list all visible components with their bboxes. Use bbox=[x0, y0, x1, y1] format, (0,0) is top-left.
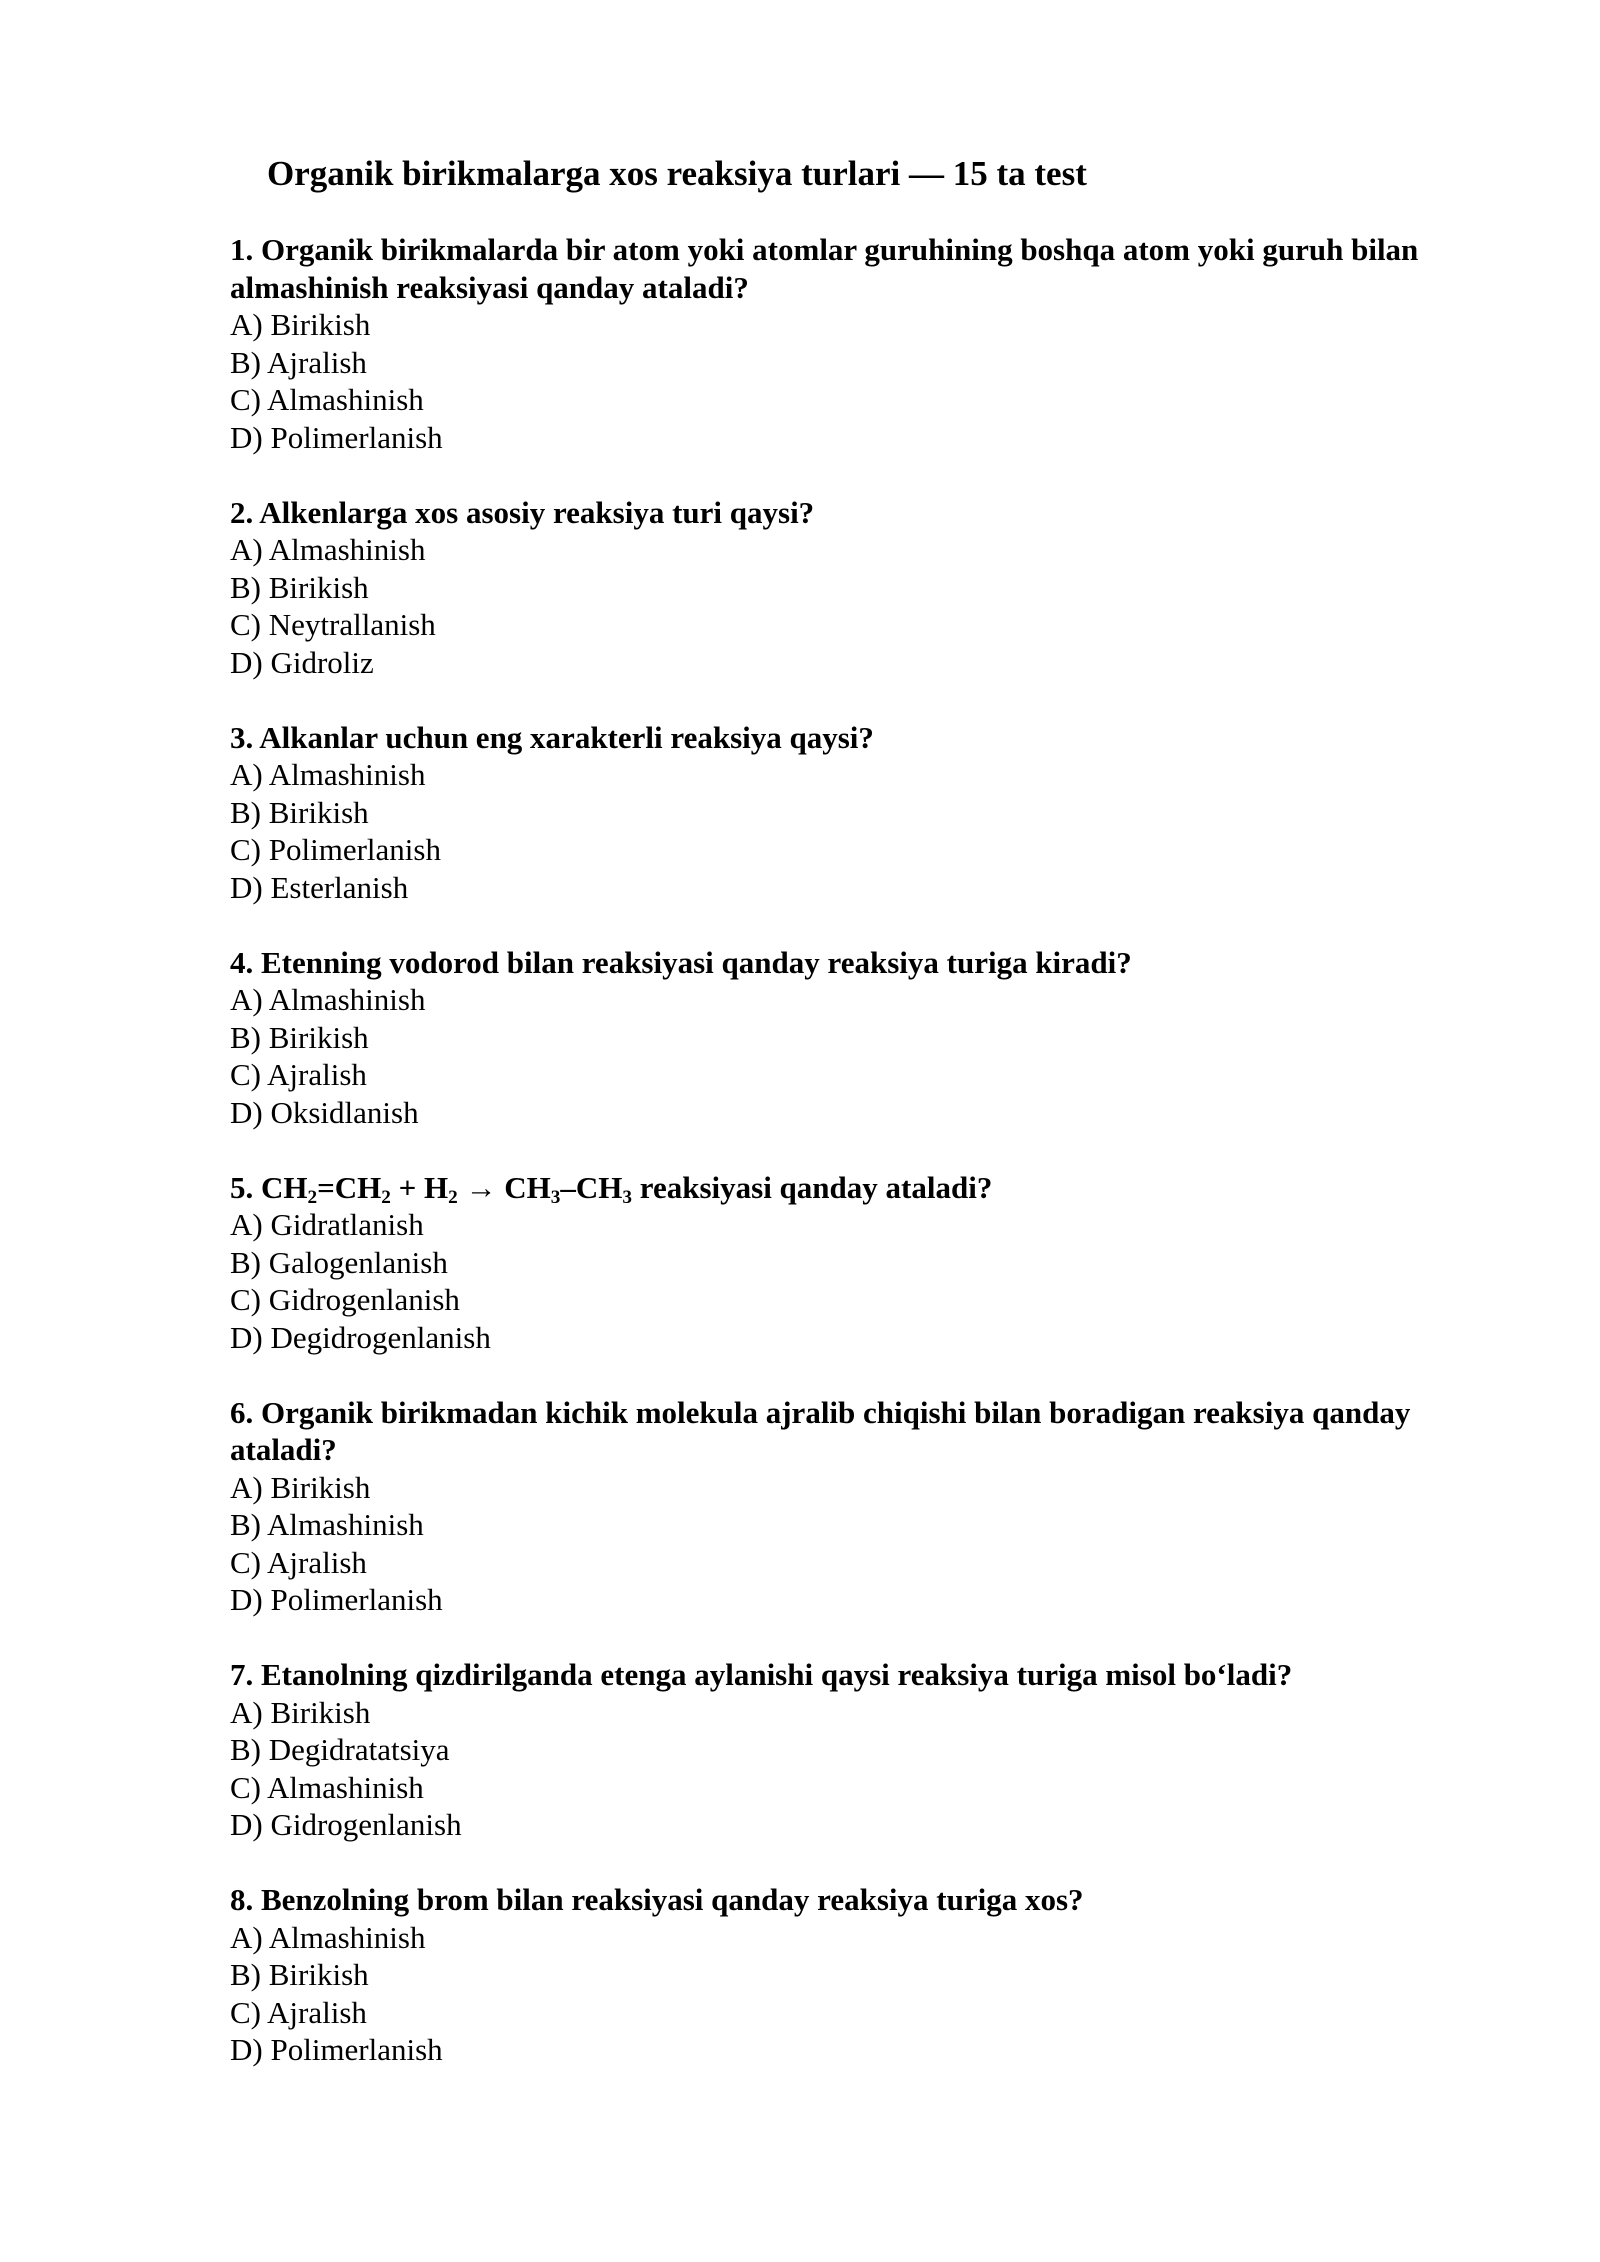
option-b: B) Birikish bbox=[230, 1957, 369, 1992]
question-list bbox=[230, 231, 1480, 2106]
question-rest: reaksiyasi qanday ataladi? bbox=[639, 1169, 993, 1205]
formula-plus-h: + H bbox=[398, 1169, 449, 1205]
subscript: 2 bbox=[381, 1186, 391, 1208]
answer-options bbox=[230, 1469, 1480, 1619]
subscript: 2 bbox=[448, 1186, 458, 1208]
option-a: A) Almashinish bbox=[230, 982, 426, 1017]
option-c: C) Neytrallanish bbox=[230, 607, 436, 642]
reaction-arrow: → bbox=[465, 1169, 497, 1205]
answer-options bbox=[230, 756, 1480, 906]
answer-options bbox=[230, 306, 1480, 456]
formula-ch: CH bbox=[261, 1169, 308, 1205]
question-text: 1. Organik birikmalarda bir atom yoki atomlar guruhining boshqa atom yoki guruh bilan almashinish reaksiyasi qanday ataladi? bbox=[230, 232, 1419, 305]
option-d: D) Degidrogenlanish bbox=[230, 1319, 491, 1355]
option-d: D) Esterlanish bbox=[230, 869, 409, 905]
option-c: C) Gidrogenlanish bbox=[230, 1282, 460, 1317]
option-c: C) Almashinish bbox=[230, 382, 424, 417]
double-bond: = bbox=[317, 1169, 335, 1205]
formula-ch: CH bbox=[504, 1169, 551, 1205]
option-a: A) Birikish bbox=[230, 307, 371, 342]
option-c: C) Ajralish bbox=[230, 1057, 367, 1092]
question-text: 3. Alkanlar uchun eng xarakterli reaksiya qaysi? bbox=[230, 719, 874, 755]
question-text: 6. Organik birikmadan kichik molekula ajralib chiqishi bilan boradigan reaksiya qanday ataladi? bbox=[230, 1394, 1411, 1467]
subscript: 2 bbox=[307, 1186, 318, 1208]
option-b: B) Degidratatsiya bbox=[230, 1732, 450, 1767]
subscript: 3 bbox=[622, 1186, 632, 1208]
question-text bbox=[230, 1169, 1480, 1207]
question-6 bbox=[230, 1394, 1480, 1619]
option-d: D) Polimerlanish bbox=[230, 2032, 443, 2067]
option-d: D) Polimerlanish bbox=[230, 1582, 443, 1617]
question-5 bbox=[230, 1169, 1480, 1357]
option-c: C) Ajralish bbox=[230, 1994, 367, 2030]
question-3 bbox=[230, 719, 1480, 907]
option-b: B) Birikish bbox=[230, 569, 369, 605]
answer-options bbox=[230, 981, 1480, 1131]
option-a: A) Birikish bbox=[230, 1694, 371, 1730]
option-c: C) Polimerlanish bbox=[230, 832, 441, 867]
answer-options bbox=[230, 1694, 1480, 1844]
question-text: 4. Etenning vodorod bilan reaksiyasi qanday reaksiya turiga kiradi? bbox=[230, 944, 1132, 980]
answer-options bbox=[230, 531, 1480, 681]
question-1 bbox=[230, 231, 1480, 456]
option-b: B) Birikish bbox=[230, 794, 369, 830]
option-a: A) Almashinish bbox=[230, 1919, 426, 1955]
option-d: D) Oksidlanish bbox=[230, 1094, 419, 1130]
formula-ch: CH bbox=[334, 1169, 382, 1205]
option-c: C) Ajralish bbox=[230, 1544, 367, 1580]
formula-ch: CH bbox=[575, 1169, 623, 1205]
option-b: B) Galogenlanish bbox=[230, 1244, 448, 1280]
question-text: 7. Etanolning qizdirilganda etenga aylanishi qaysi reaksiya turiga misol bo‘ladi? bbox=[230, 1657, 1293, 1692]
option-d: D) Polimerlanish bbox=[230, 419, 443, 455]
question-text: 8. Benzolning brom bilan reaksiyasi qanday reaksiya turiga xos? bbox=[230, 1882, 1084, 1917]
option-d: D) Gidroliz bbox=[230, 644, 374, 680]
question-8 bbox=[230, 1881, 1480, 2069]
option-a: A) Birikish bbox=[230, 1469, 371, 1505]
single-bond: – bbox=[560, 1169, 576, 1205]
option-a: A) Almashinish bbox=[230, 757, 426, 792]
question-2 bbox=[230, 494, 1480, 682]
option-b: B) Almashinish bbox=[230, 1507, 424, 1542]
option-b: B) Ajralish bbox=[230, 344, 367, 380]
document-title: Organik birikmalarga xos reaksiya turlari — 15 ta test bbox=[267, 154, 1087, 193]
question-4 bbox=[230, 944, 1480, 1132]
option-a: A) Almashinish bbox=[230, 532, 426, 567]
answer-options bbox=[230, 1206, 1480, 1356]
option-b: B) Birikish bbox=[230, 1019, 369, 1055]
subscript: 3 bbox=[550, 1186, 561, 1208]
option-c: C) Almashinish bbox=[230, 1769, 424, 1805]
answer-options bbox=[230, 1919, 1480, 2069]
question-text: 2. Alkenlarga xos asosiy reaksiya turi qaysi? bbox=[230, 494, 815, 530]
question-number: 5. bbox=[230, 1169, 254, 1205]
question-7 bbox=[230, 1656, 1480, 1844]
option-a: A) Gidratlanish bbox=[230, 1207, 424, 1242]
option-d: D) Gidrogenlanish bbox=[230, 1807, 462, 1842]
